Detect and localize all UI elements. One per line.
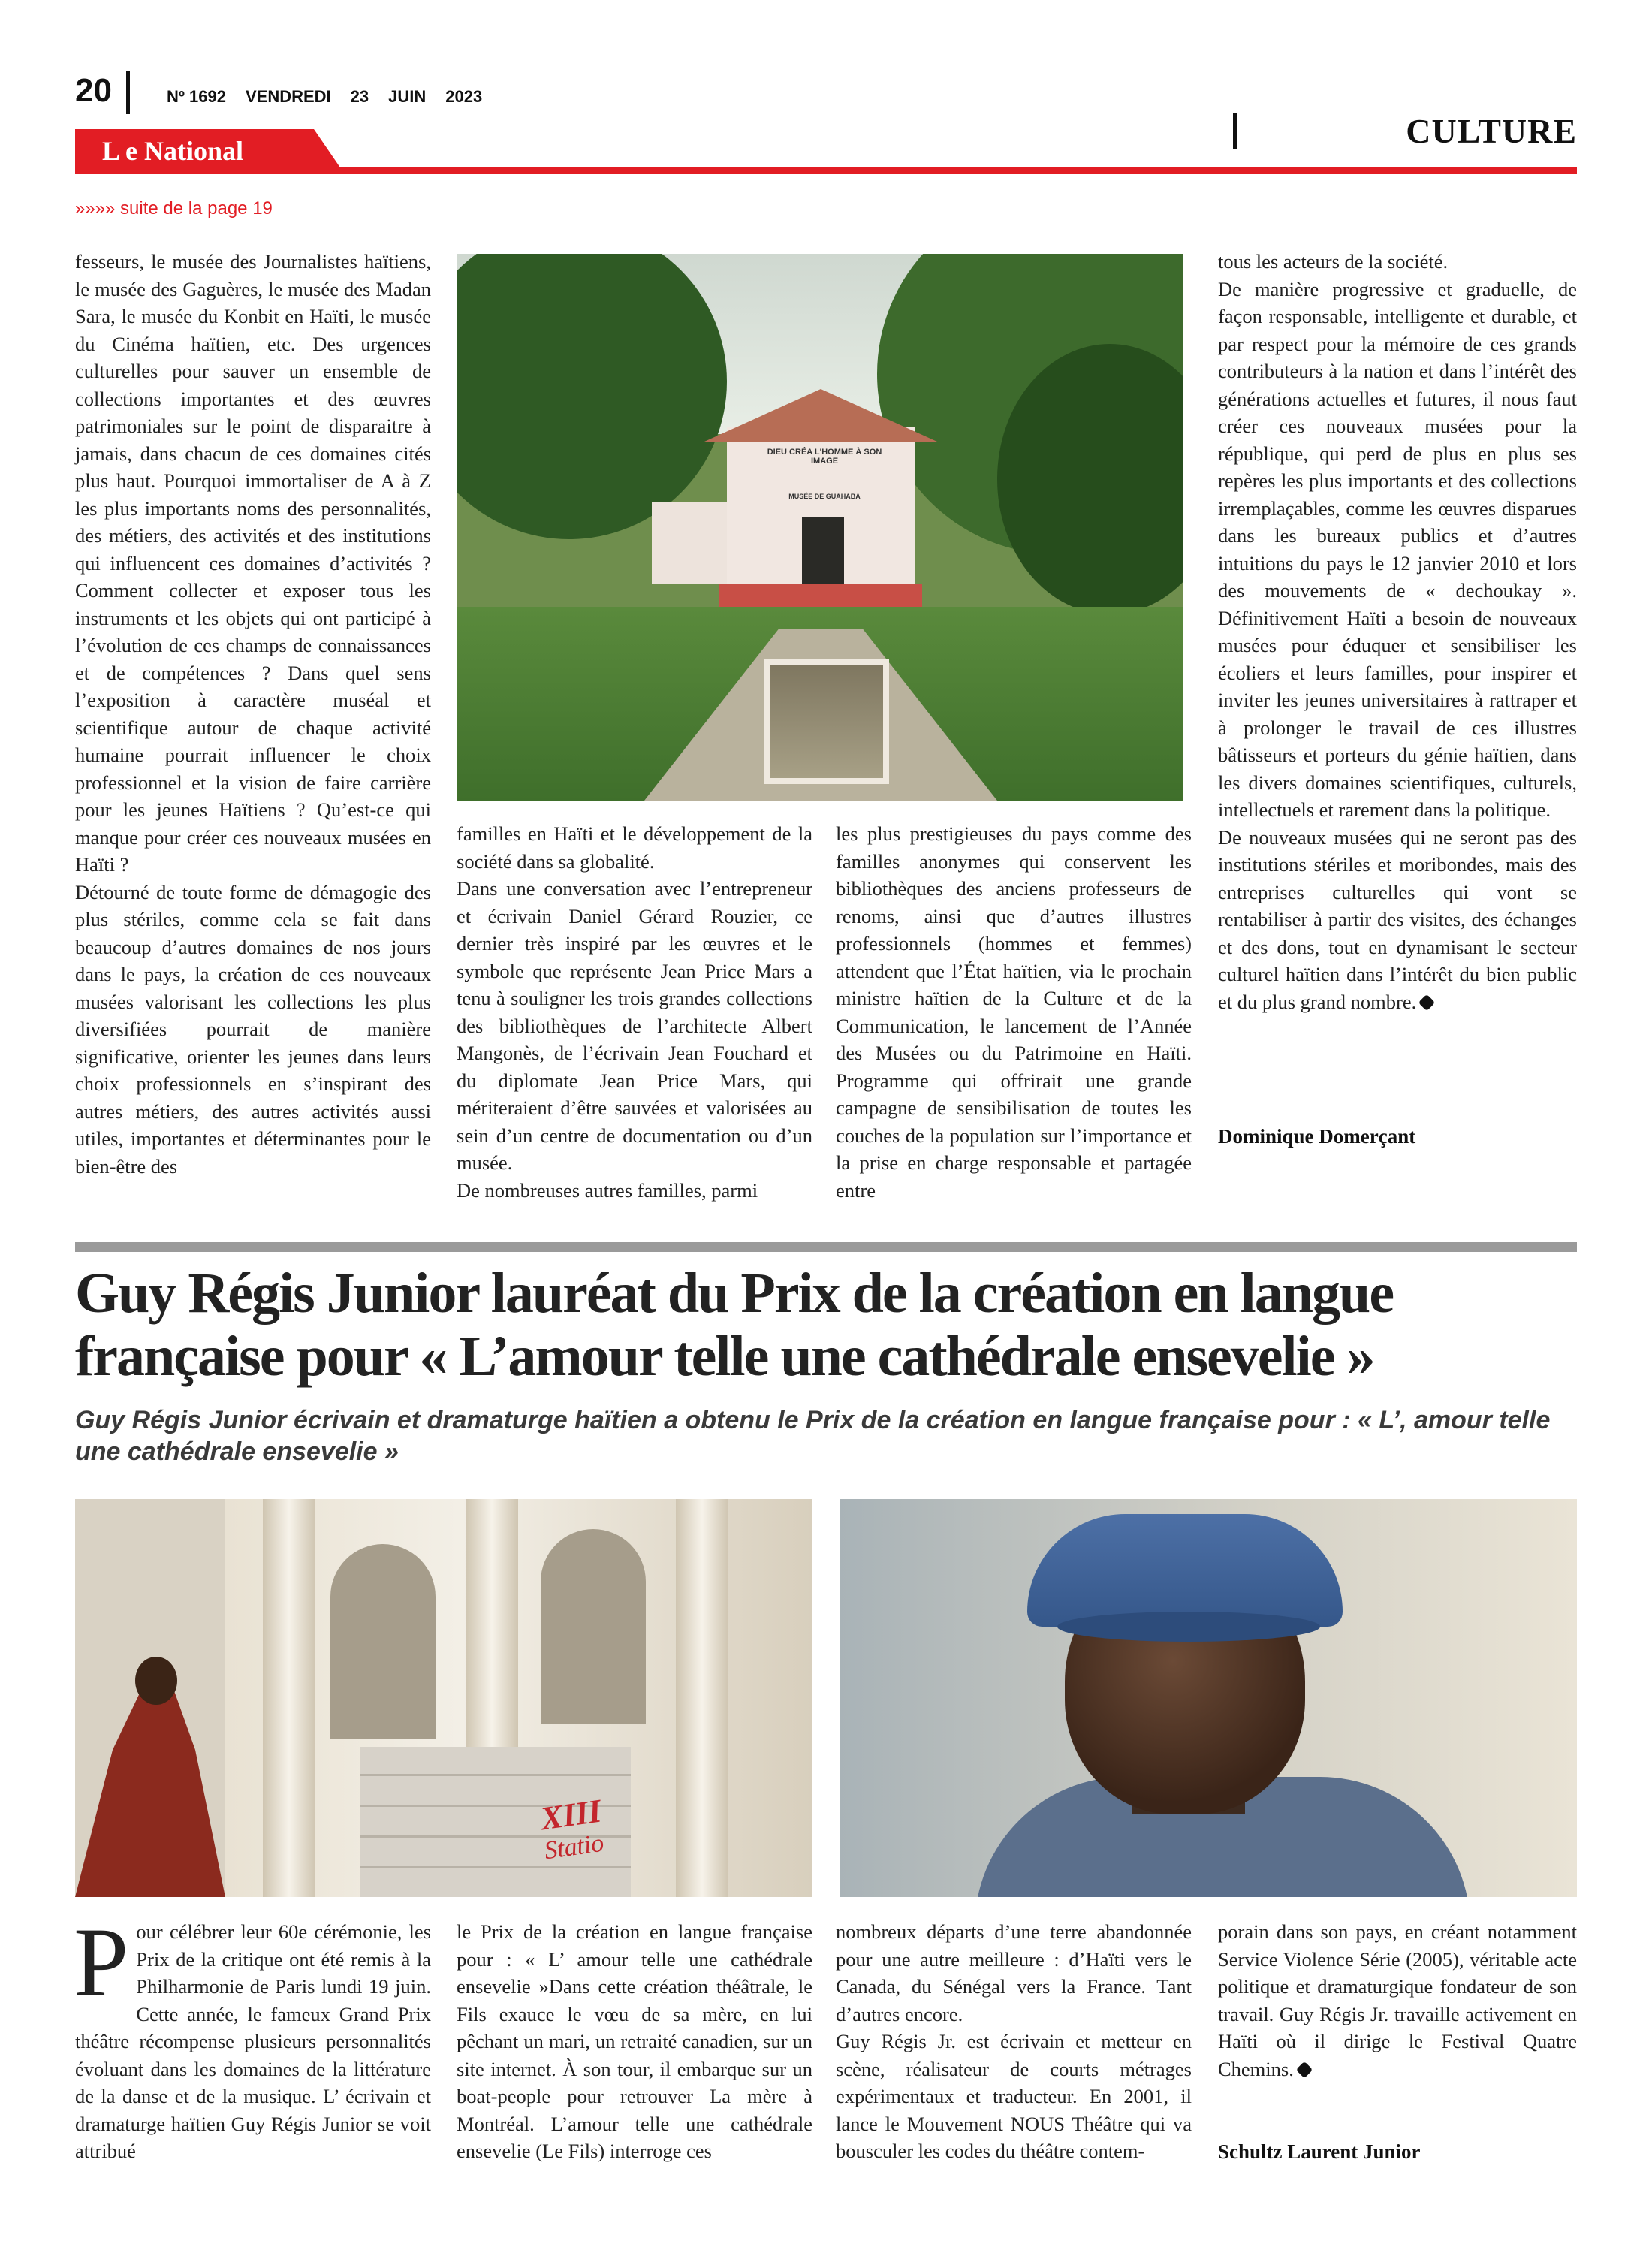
article2-column-1 [74, 1907, 431, 2165]
author-portrait-photo [840, 1499, 1577, 1897]
page-number: 20 [75, 72, 112, 109]
issue-month: JUIN [388, 87, 427, 106]
publication-name: L e National [102, 136, 244, 166]
cap-brim [1057, 1612, 1320, 1642]
museum-photo [457, 254, 1183, 801]
end-of-article-icon [1296, 2061, 1313, 2078]
article2-column-4 [1218, 1918, 1577, 2083]
museum-name-sign: MUSÉE DE GUAHABA [788, 493, 861, 500]
article1-paragraph: De nombreuses autres familles, parmi [457, 1178, 758, 1202]
cathedral-column [263, 1499, 315, 1897]
issue-number: Nº 1692 [167, 87, 226, 106]
woman-head [135, 1657, 177, 1705]
graffiti-text: Statio [542, 1829, 606, 1865]
article2-paragraph-text: porain dans son pays, en créant notamment Service Violence Série (2005), véritable acte politique et dramaturgique fondateur de son travail. Guy Régis Jr. travaille activement en Haïti où il dirige le Festival Quatre Chemins. [1218, 1920, 1577, 2080]
reflecting-pool [764, 659, 889, 784]
article1-byline: Dominique Domerçant [1218, 1125, 1416, 1148]
museum-door [802, 517, 844, 592]
article1-paragraph: Détourné de toute forme de démagogie des plus stériles, comme cela se fait dans beaucoup d’autres domaines de nos jours dans le pays, la création de ces nouveaux musées valorisant les collections les plus diversifiées pourrait de manière significative, orienter les jeunes dans leurs choix professionnels en s’inspirant des autres métiers, des autres activités aussi utiles, importantes et déterminantes pour le bien-être des [75, 880, 431, 1178]
building-wing [652, 502, 734, 584]
headline-line-2: française pour « L’amour telle une cathédrale ensevelie » [75, 1325, 1374, 1388]
article1-paragraph: les plus prestigieuses du pays comme des familles anonymes qui conservent les bibliothèques des anciens professeurs de renoms, ainsi que d’autres illustres professionnels (hommes et femmes) attendent que l’État haïtien, via le prochain ministre haïtien de la Culture et de la Communication, le lancement de l’Année des Musées ou du Patrimoine en Haïti. Programme qui offrirait une grande campagne de sensibilisation de toutes les couches de la population sur l’importance et la prise en charge responsable et partagée entre [836, 822, 1192, 1202]
issue-meta [167, 87, 502, 107]
cathedral-photo [75, 1499, 812, 1897]
museum-sign: DIEU CRÉA L'HOMME À SON IMAGE [767, 448, 882, 466]
article1-column-4 [1218, 248, 1577, 1015]
article2-paragraph [74, 1907, 431, 2165]
article2-paragraph: nombreux départs d’une terre abandonnée pour une autre meilleure : d’Haïti vers le Canada, du Sénégal vers la France. Tant d’autres encore. [836, 1920, 1192, 2025]
cathedral-column [676, 1499, 728, 1897]
article2-byline: Schultz Laurent Junior [1218, 2140, 1421, 2163]
drop-cap: P [74, 1907, 129, 2017]
cap [1027, 1514, 1343, 1627]
tree [457, 254, 727, 539]
article1-paragraph: De manière progressive et graduelle, de façon responsable, intelligente et durable, et par respect pour la mémoire de ces grands contributeurs à la nation et dans l’intérêt des générations actuelles et futures, il nous faut créer ces nouveaux musées pour la république, qui perd de plus en plus ses repères les plus importants et des collections irremplaçables, comme les œuvres disparues dans les bureaux publics et d’autres intuitions du pays le 12 janvier 2010 et lors des mouvements de « dechoukay ». Définitivement Haïti a besoin de nouveaux musées pour éduquer et sensibiliser les écoliers et leurs familles, pour inspirer et inviter les jeunes universitaires à rattraper et à prolonger le travail de ces illustres bâtisseurs et porteurs du génie haïtien, dans les divers domaines scientifiques, culturels, intellectuels et rarement dans la politique. [1218, 277, 1577, 821]
section-divider [1233, 113, 1237, 149]
header-red-rule [75, 167, 1577, 174]
header-divider [126, 71, 130, 114]
continued-from-link[interactable]: »»»» suite de la page 19 [75, 198, 273, 219]
museum-steps [719, 584, 922, 607]
article2-paragraph: Guy Régis Jr. est écrivain et metteur en scène, réalisateur de courts métrages expérimentaux et traducteur. En 2001, il lance le Mouvement NOUS Théâtre qui va bousculer les codes du théâtre contem- [836, 2030, 1192, 2162]
section-label: CULTURE [1406, 112, 1577, 150]
end-of-article-icon [1418, 994, 1436, 1011]
article1-column-3 [836, 820, 1192, 1204]
article1-paragraph: Dans une conversation avec l’entrepreneur et écrivain Daniel Gérard Rouzier, ce dernier très inspiré par les œuvres et le symbole que représente Jean Price Mars a tenu à souligner les trois grandes collections des bibliothèques de l’architecte Albert Mangonès, de l’écrivain Jean Fouchard et du diplomate Jean Price Mars, qui mériteraient d’être sauvées et valorisées au sein d’un centre de documentation ou d’un musée. [457, 877, 812, 1174]
article1-paragraph: fesseurs, le musée des Journalistes haïtiens, le musée des Gaguères, le musée des Madan Sara, le musée du Konbit en Haïti, le musée du Cinéma haïtien, etc. Des urgences culturelles pour sauver un ensemble de collections importantes et des œuvres patrimoniales sur le point de disparaitre à jamais, dans chacun de ces domaines cités plus haut. Pourquoi immortaliser de A à Z les plus importants noms des personnalités, des métiers, des activités et des institutions qui influencent ces domaines d’activités ? Comment collecter et exposer tous les instruments et les objets qui ont participé à l’évolution de ces champs de connaissances et de compétences ? Dans quel sens l’exposition à caractère muséal et scientifique autour de chaque activité humaine pourrait influencer le choix professionnel et la vision de faire carrière pour les jeunes Haïtiens ? Qu’est-ce qui manque pour créer ces nouveaux musées en Haïti ? [75, 250, 431, 876]
article1-column-1 [75, 248, 431, 1180]
article2-column-3 [836, 1918, 1192, 2165]
article1-paragraph: tous les acteurs de la société. [1218, 250, 1449, 273]
article1-paragraph-text: De nouveaux musées qui ne seront pas des institutions stériles et moribondes, mais des entreprises culturelles qui vont se rentabiliser à partir des visites, des échanges et des dons, tout en dynamisant le secteur culturel haïtien dans l’intérêt du bien public et du plus grand nombre. [1218, 825, 1577, 1013]
article1-paragraph [1218, 824, 1577, 1016]
article2-column-2 [457, 1918, 812, 2165]
cathedral-arch [541, 1529, 646, 1724]
article1-paragraph: familles en Haïti et le développement de la société dans sa globalité. [457, 822, 812, 873]
article2-paragraph-text: our célébrer leur 60e cérémonie, les Prix de la critique ont été remis à la Philharmonie de Paris lundi 19 juin. Cette année, le fameux Grand Prix théâtre récompense plusieurs personnalités évoluant dans les domaines de la littérature de la danse et de la musique. L’ écrivain et dramaturge haïtien Guy Régis Junior se voit attribué [75, 1920, 431, 2162]
article1-column-2 [457, 820, 812, 1204]
woman-figure [75, 1687, 225, 1897]
article2-paragraph: le Prix de la création en langue française pour : « L’ amour telle une cathédrale ensevelie »Dans cette création théâtrale, le Fils exauce le vœu de sa mère, en lui pêchant un mari, un retraité canadien, sur un site internet. À son tour, il embarque sur un boat-people pour retrouver La mère à Montréal. L’amour telle une cathédrale ensevelie (Le Fils) interroge ces [457, 1920, 812, 2162]
article2-headline [75, 1262, 1577, 1388]
article2-paragraph [1218, 1918, 1577, 2083]
cathedral-arch [330, 1544, 436, 1739]
issue-year: 2023 [445, 87, 483, 106]
issue-day: 23 [350, 87, 369, 106]
graffiti-text: XIII [538, 1792, 604, 1838]
headline-line-1: Guy Régis Junior lauréat du Prix de la création en langue [75, 1262, 1394, 1325]
issue-weekday: VENDREDI [245, 87, 331, 106]
article2-deck: Guy Régis Junior écrivain et dramaturge haïtien a obtenu le Prix de la création en langue française pour : « L’, amour telle une cathédrale ensevelie » [75, 1406, 1551, 1466]
article-divider [75, 1242, 1577, 1252]
